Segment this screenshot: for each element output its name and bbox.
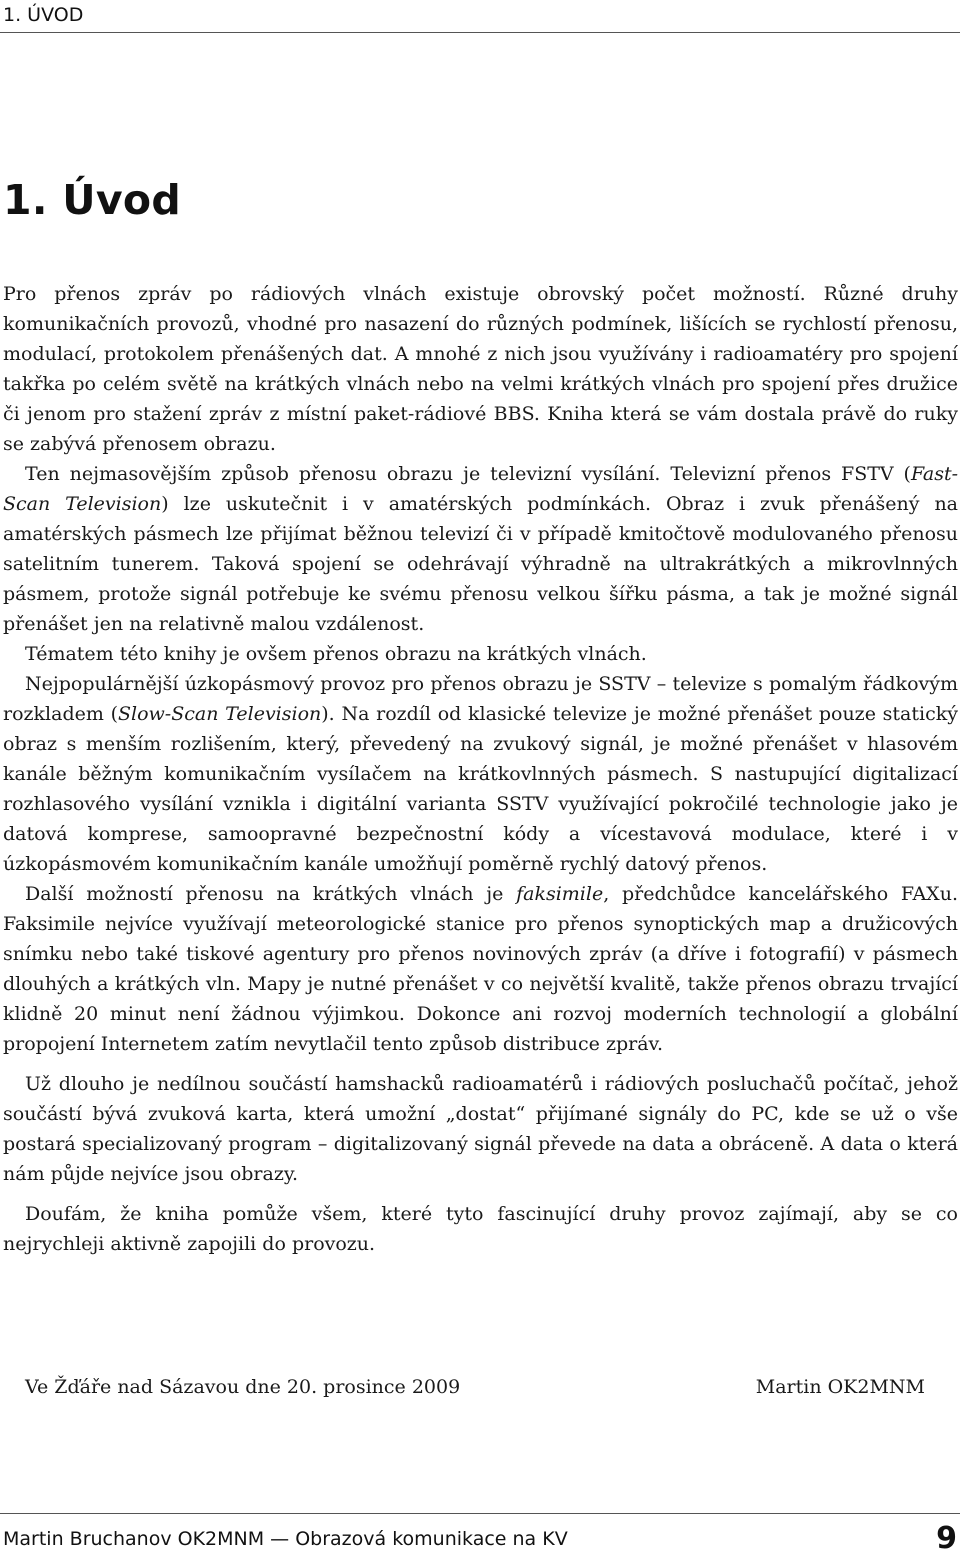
paragraph-topic: Tématem této knihy je ovšem přenos obrazu na krátkých vlnách. xyxy=(25,643,647,665)
body-text xyxy=(3,279,958,1259)
paragraph-fstv: Ten nejmasovějším způsob přenosu obrazu je televizní vysílání. Televizní přenos FSTV (Fast-Scan Television) lze uskutečnit i v amatérských podmínkách. Obraz i zvuk přenášený na amatérských pásmech lze přijímat běžnou televizí či v případě kmitočtově modulovaného přenosu satelitním tunerem. Taková spojení se odehrávají výhradně na ultrakrátkých a mikrovlnných pásmem, protože signál potřebuje ke svému přenosu velkou šířku pásma, a tak je možné signál přenášet jen na relativně malou vzdálenost. xyxy=(3,463,959,635)
paragraph-sstv: Nejpopulárnější úzkopásmový provoz pro přenos obrazu je SSTV – televize s pomalým řádkovým rozkladem (Slow-Scan Television). Na rozdíl od klasické televize je možné přenášet pouze statický obraz s menším rozlišením, který, převedený na zvukový signál, je možné přenášet v hlasovém kanále běžným komunikačním vysílačem na krátkovlnných pásmech. S nastupující digitalizací rozhlasového vysílání vznikla i digitální varianta SSTV využívající pokročilé technologie jako je datová komprese, samoopravné bezpečnostní kódy a vícestavová modulace, které i v úzkopásmovém komunikačním kanále umožňují poměrně rychlý datový přenos. xyxy=(3,673,958,875)
footer-text: Martin Bruchanov OK2MNM — Obrazová komunikace na KV xyxy=(3,1528,568,1550)
footer-rule xyxy=(0,1513,960,1514)
paragraph-closing: Doufám, že kniha pomůže všem, které tyto fascinující druhy provoz zajímají, aby se co nejrychleji aktivně zapojili do provozu. xyxy=(3,1203,958,1255)
paragraph-intro: Pro přenos zpráv po rádiových vlnách existuje obrovský počet možností. Různé druhy komunikačních provozů, vhodné pro nasazení do různých podmínek, lišících se rychlostí přenosu, modulací, protokolem přenášených dat. A mnohé z nich jsou využívány i radioamatéry pro spojení takřka po celém světě na krátkých vlnách nebo na velmi krátkých vlnách pro spojení přes družice či jenom pro stažení zpráv z místní paket-rádiové BBS. Kniha která se vám dostala právě do ruky se zabývá přenosem obrazu. xyxy=(3,283,958,455)
header-rule xyxy=(0,32,960,33)
signature xyxy=(25,1376,925,1406)
paragraph-computer: Už dlouho je nedílnou součástí hamshacků radioamatérů i rádiových posluchačů počítač, jehož součástí bývá zvuková karta, která umožní „dostat“ přijímané signály do PC, kde se už o vše postará specializovaný program – digitalizovaný signál převede na data a obráceně. A data o která nám půjde nejvíce jsou obrazy. xyxy=(3,1073,958,1185)
running-head: 1. ÚVOD xyxy=(3,4,84,26)
chapter-title: 1. Úvod xyxy=(3,176,182,224)
paragraph-facsimile: Další možností přenosu na krátkých vlnách je faksimile, předchůdce kancelářského FAXu. Faksimile nejvíce využívají meteorologické stanice pro přenos synoptických map a družicových snímku nebo také tiskové agentury pro přenos novinových zpráv (a dříve i fotografií) v pásmech dlouhých a krátkých vln. Mapy je nutné přenášet v co největší kvalitě, takže přenos obrazu trvající klidně 20 minut není žádnou výjimkou. Dokonce ani rozvoj moderních technologií a globální propojení Internetem zatím nevytlačil tento způsob distribuce zpráv. xyxy=(3,883,958,1055)
footer xyxy=(3,1521,957,1557)
signature-author: Martin OK2MNM xyxy=(755,1376,925,1398)
page-number: 9 xyxy=(936,1521,957,1556)
signature-place-date: Ve Žďáře nad Sázavou dne 20. prosince 2009 xyxy=(25,1376,461,1398)
